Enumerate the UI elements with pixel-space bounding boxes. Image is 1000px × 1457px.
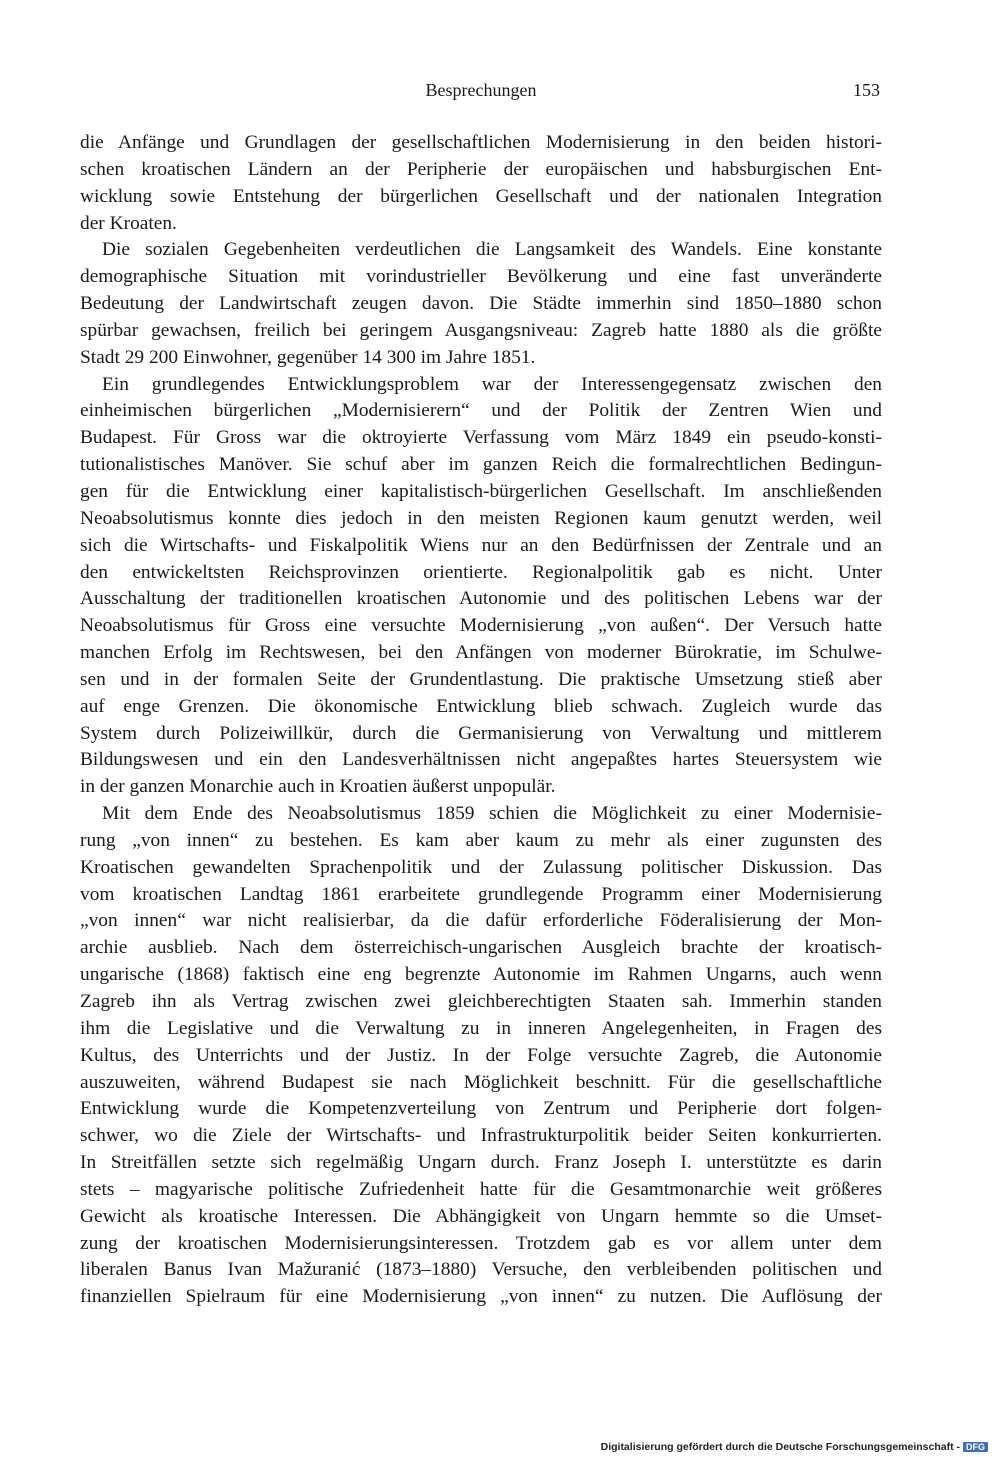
- text-line: die Anfänge und Grundlagen der gesellschaftlichen Modernisierung in den beiden histori-: [80, 132, 882, 153]
- text-line: Ausschaltung der traditionellen kroatischen Autonomie und des politischen Lebens war der: [80, 588, 882, 610]
- text-line: In Streitfällen setzte sich regelmäßig Ungarn durch. Franz Joseph I. unterstützte es darin: [80, 1152, 882, 1174]
- paragraph: [80, 372, 882, 802]
- text-line: manchen Erfolg im Rechtswesen, bei den Anfängen von moderner Bürokratie, im Schulwe-: [80, 642, 882, 664]
- text-line: tutionalistisches Manöver. Sie schuf aber im ganzen Reich die formalrechtlichen Bedingun-: [80, 454, 882, 476]
- text-line: Mit dem Ende des Neoabsolutismus 1859 schien die Möglichkeit zu einer Modernisie-: [102, 803, 882, 825]
- text-line: in der ganzen Monarchie auch in Kroatien äußerst unpopulär.: [80, 776, 556, 798]
- text-line: Zagreb ihn als Vertrag zwischen zwei gleichberechtigten Staaten sah. Immerhin standen: [80, 991, 882, 1012]
- text-line: liberalen Banus Ivan Mažuranić (1873–1880) Versuche, den verbleibenden politischen und: [80, 1259, 882, 1281]
- text-line: „von innen“ war nicht realisierbar, da die dafür erforderliche Föderalisierung der Mon-: [80, 910, 882, 932]
- text-line: stets – magyarische politische Zufriedenheit hatte für die Gesamtmonarchie weit größeres: [80, 1178, 882, 1200]
- text-line: Kultus, des Unterrichts und der Justiz. In der Folge versuchte Zagreb, die Autonomie: [80, 1044, 882, 1066]
- text-line: spürbar gewachsen, freilich bei geringem Ausgangsniveau: Zagreb hatte 1880 als die größte: [80, 319, 882, 341]
- text-line: rung „von innen“ zu bestehen. Es kam aber kaum zu mehr als einer zugunsten des: [80, 829, 882, 851]
- running-header: [82, 80, 880, 104]
- text-line: sen und in der formalen Seite der Grundentlastung. Die praktische Umsetzung stieß aber: [80, 668, 882, 690]
- text-line: finanziellen Spielraum für eine Modernisierung „von innen“ zu nutzen. Die Auflösung der: [80, 1286, 882, 1308]
- text-line: gen für die Entwicklung einer kapitalistisch-bürgerlichen Gesellschaft. Im anschließenden: [80, 480, 882, 502]
- text-line: Neoabsolutismus konnte dies jedoch in den meisten Regionen kaum genutzt werden, weil: [80, 507, 882, 529]
- dfg-logo: DFG: [963, 1442, 988, 1452]
- text-line: Kroatischen gewandelten Sprachenpolitik und der Zulassung politischer Diskussion. Das: [80, 856, 882, 878]
- text-line: ungarische (1868) faktisch eine eng begrenzte Autonomie im Rahmen Ungarns, auch wenn: [80, 964, 882, 986]
- text-line: einheimischen bürgerlichen „Modernisierern“ und der Politik der Zentren Wien und: [80, 400, 882, 422]
- paragraph: [80, 130, 882, 237]
- text-line: archie ausblieb. Nach dem österreichisch-ungarischen Ausgleich brachte der kroatisch-: [80, 937, 882, 959]
- digitization-credit: [601, 1441, 988, 1453]
- text-line: Entwicklung wurde die Kompetenzverteilung von Zentrum und Peripherie dort folgen-: [80, 1098, 882, 1120]
- text-line: demographische Situation mit vorindustrieller Bevölkerung und eine fast unveränderte: [80, 266, 882, 288]
- text-line: sich die Wirtschafts- und Fiskalpolitik Wiens nur an den Bedürfnissen der Zentrale und an: [80, 534, 882, 556]
- text-line: Gewicht als kroatische Interessen. Die Abhängigkeit von Ungarn hemmte so die Umset-: [80, 1205, 882, 1227]
- text-line: Budapest. Für Gross war die oktroyierte Verfassung vom März 1849 ein pseudo-konsti-: [80, 427, 882, 449]
- text-line: ihm die Legislative und die Verwaltung zu in inneren Angelegenheiten, in Fragen des: [80, 1017, 882, 1039]
- text-line: Bildungswesen und ein den Landesverhältnissen nicht angepaßtes hartes Steuersystem wie: [80, 749, 882, 771]
- text-line: System durch Polizeiwillkür, durch die Germanisierung von Verwaltung und mittlerem: [80, 722, 882, 744]
- header-title: Besprechungen: [425, 80, 537, 100]
- paragraph: [80, 801, 882, 1311]
- text-line: Bedeutung der Landwirtschaft zeugen davon. Die Städte immerhin sind 1850–1880 schon: [80, 293, 882, 315]
- text-line: vom kroatischen Landtag 1861 erarbeitete grundlegende Programm einer Modernisierung: [80, 883, 882, 905]
- text-line: schwer, wo die Ziele der Wirtschafts- und Infrastrukturpolitik beider Seiten konkurrierten.: [80, 1125, 882, 1147]
- paragraph: [80, 237, 882, 371]
- text-line: der Kroaten.: [80, 212, 177, 234]
- text-line: Neoabsolutismus für Gross eine versuchte Modernisierung „von außen“. Der Versuch hatte: [80, 615, 882, 637]
- text-line: Stadt 29 200 Einwohner, gegenüber 14 300 im Jahre 1851.: [80, 346, 536, 368]
- text-line: wicklung sowie Entstehung der bürgerlichen Gesellschaft und der nationalen Integration: [80, 185, 882, 207]
- text-line: schen kroatischen Ländern an der Peripherie der europäischen und habsburgischen Ent-: [80, 158, 882, 180]
- text-line: auf enge Grenzen. Die ökonomische Entwicklung blieb schwach. Zugleich wurde das: [80, 695, 882, 717]
- text-line: auszuweiten, während Budapest sie nach Möglichkeit beschnitt. Für die gesellschaftliche: [80, 1071, 882, 1093]
- text-line: Ein grundlegendes Entwicklungsproblem war der Interessengegensatz zwischen den: [102, 373, 882, 395]
- credit-text: Digitalisierung gefördert durch die Deutsche Forschungsgemeinschaft -: [600, 1441, 960, 1453]
- body-text: [80, 130, 882, 1311]
- text-line: den entwickeltsten Reichsprovinzen orientierte. Regionalpolitik gab es nicht. Unter: [80, 561, 882, 583]
- text-line: zung der kroatischen Modernisierungsinteressen. Trotzdem gab es vor allem unter dem: [80, 1232, 882, 1254]
- page-number: 153: [853, 80, 880, 100]
- text-line: Die sozialen Gegebenheiten verdeutlichen die Langsamkeit des Wandels. Eine konstante: [102, 239, 882, 261]
